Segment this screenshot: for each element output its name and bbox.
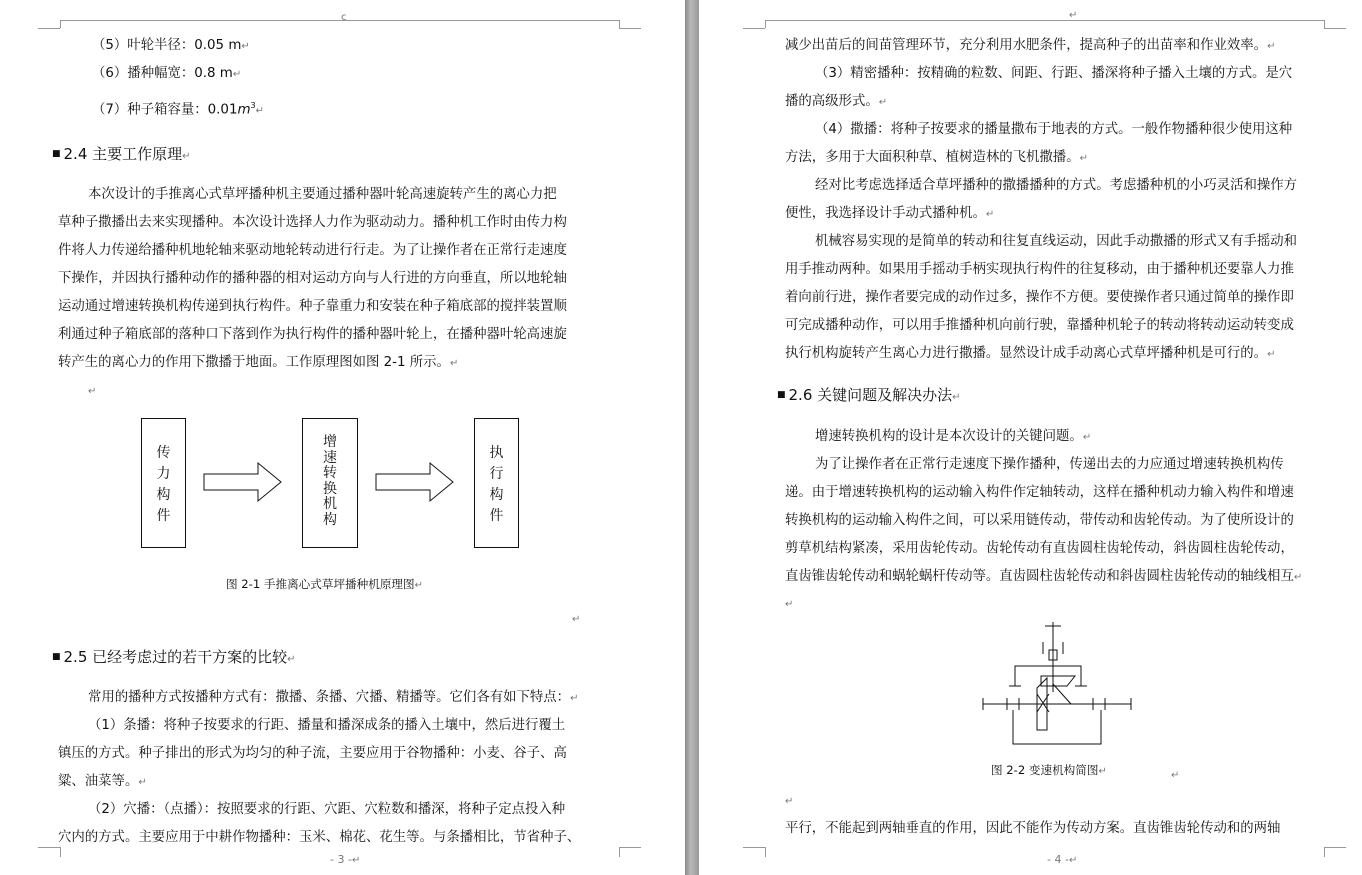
figure-caption: 图 2-1 手推离心式草坪播种机原理图↵	[226, 577, 424, 591]
crop-mark	[619, 28, 641, 29]
paragraph-line: 直齿锥齿轮传动和蜗轮蜗杆传动等。直齿圆柱齿轮传动和斜齿圆柱齿轮传动的轴线相互↵	[785, 569, 1303, 584]
paragraph-line: 草种子撒播出去来实现播种。本次设计选择人力作为驱动动力。播种机工作时由传力构	[58, 215, 567, 230]
empty-paragraph-mark: ↵	[88, 386, 97, 397]
crop-mark	[1324, 847, 1325, 857]
crop-mark	[619, 20, 620, 28]
crop-mark	[1324, 20, 1325, 28]
figure-caption: 图 2-2 变速机构简图↵	[991, 763, 1107, 777]
paragraph-line: （1）条播：将种子按要求的行距、播量和播深成条的播入土壤中，然后进行覆土	[88, 718, 566, 733]
paragraph-line: 用手推动两种。如果用手摇动手柄实现执行构件的往复移动，由于播种机还要靠人力推	[785, 262, 1294, 277]
header-rule	[765, 20, 1325, 21]
paragraph-line: 增速转换机构的设计是本次设计的关键问题。↵	[815, 429, 1092, 444]
box-label: 传 力 构 件	[156, 445, 171, 524]
header-mark: c	[341, 12, 347, 23]
paragraph-line: 经对比考虑选择适合草坪播种的撒播播种的方式。考虑播种机的小巧灵活和操作方	[815, 178, 1298, 193]
box-label: 执 行 构 件	[489, 445, 504, 524]
paragraph-line: 减少出苗后的间苗管理环节，充分利用水肥条件，提高种子的出苗率和作业效率。↵	[785, 38, 1276, 53]
paragraph-line: 为了让操作者在正常行走速度下操作播种，传递出去的力应通过增速转换机构传	[815, 457, 1284, 472]
paragraph-line: 便性，我选择设计手动式播种机。↵	[785, 206, 995, 221]
paragraph-line: 递。由于增速转换机构的运动输入构件作定轴转动，这样在播种机动力输入构件和增速	[785, 485, 1294, 500]
diagram-box-force-transmission	[141, 418, 186, 548]
diagram-box-speed-converter	[302, 418, 358, 548]
param-line: （5）叶轮半径：0.05 m↵	[92, 38, 250, 53]
crop-mark	[765, 847, 766, 857]
section-heading-2-6: ■ 2.6 关键问题及解决办法↵	[777, 386, 961, 404]
diagram-box-actuator	[474, 418, 519, 548]
crop-mark	[765, 20, 766, 28]
paragraph-line: 镇压的方式。种子排出的形式为均匀的种子流，主要应用于谷物播种：小麦、谷子、高	[58, 746, 567, 761]
empty-paragraph-mark: ↵	[785, 599, 794, 610]
header-mark: ↵	[1069, 10, 1078, 21]
empty-paragraph-mark: ↵	[785, 796, 794, 807]
crop-mark	[743, 28, 765, 29]
param-line: （7）种子箱容量：$0.01m^3↵$	[92, 101, 264, 118]
paragraph-line: 平行，不能起到两轴垂直的作用，因此不能作为传动方案。直齿锥齿轮传动和的两轴	[785, 821, 1281, 836]
paragraph-line: 机械容易实现的是简单的转动和往复直线运动，因此手动撒播的形式又有手摇动和	[815, 234, 1298, 249]
paragraph-line: （2）穴播：（点播）：按照要求的行距、穴距、穴粒数和播深，将种子定点投入种	[88, 802, 566, 817]
crop-mark	[619, 847, 641, 848]
paragraph-line: 运动通过增速转换机构传递到执行构件。种子靠重力和安装在种子箱底部的搅拌装置顺	[58, 299, 567, 314]
paragraph-line: 着向前行进，操作者要完成的动作过多，操作不方便。要使操作者只通过简单的操作即	[785, 290, 1294, 305]
empty-paragraph-mark: ↵	[1171, 770, 1180, 781]
empty-paragraph-mark: ↵	[572, 614, 581, 625]
paragraph-line: 件将人力传递给播种机地轮轴来驱动地轮转动进行行走。为了让操作者在正常行走速度	[58, 243, 567, 258]
crop-mark	[1324, 28, 1346, 29]
crop-mark	[38, 847, 60, 848]
page-number: - 4 -↵	[1047, 853, 1078, 866]
paragraph-line: 播的高级形式。↵	[785, 94, 888, 109]
header-rule	[60, 20, 620, 21]
page-number: - 3 -↵	[330, 853, 361, 866]
crop-mark	[60, 20, 61, 28]
paragraph-line: 可完成播种动作，可以用手推播种机向前行驶，靠播种机轮子的转动将转动运动转变成	[785, 318, 1294, 333]
page-gutter	[685, 0, 699, 875]
diagram-arrow-right-icon	[375, 461, 455, 503]
crop-mark	[743, 847, 765, 848]
diagram-arrow-right-icon	[203, 461, 283, 503]
paragraph-line: （4）撒播：将种子按要求的播量撒布于地表的方式。一般作物播种很少使用这种	[815, 122, 1293, 137]
gear-mechanism-diagram	[981, 620, 1133, 748]
paragraph-line: 常用的播种方式按播种方式有：撒播、条播、穴播、精播等。它们各有如下特点：↵	[88, 690, 579, 705]
paragraph-line: 利通过种子箱底部的落种口下落到作为执行构件的播种器叶轮上，在播种器叶轮高速旋	[58, 327, 567, 342]
paragraph-line: 本次设计的手推离心式草坪播种机主要通过播种器叶轮高速旋转产生的离心力把	[88, 187, 557, 202]
paragraph-line: 下操作，并因执行播种动作的播种器的相对运动方向与人行进的方向垂直，所以地轮轴	[58, 271, 567, 286]
section-heading-2-5: ■ 2.5 已经考虑过的若干方案的比较↵	[52, 648, 296, 666]
document-page-4	[699, 0, 1362, 875]
crop-mark	[619, 847, 620, 857]
param-line: （6）播种幅宽：0.8 m↵	[92, 66, 242, 81]
paragraph-line: 转换机构的运动输入构件之间，可以采用链传动，带传动和齿轮传动。为了使所设计的	[785, 513, 1294, 528]
paragraph-line: 粱、油菜等。↵	[58, 774, 147, 789]
paragraph-line: 转产生的离心力的作用下撒播于地面。工作原理图如图 2-1 所示。↵	[58, 355, 459, 370]
crop-mark	[38, 28, 60, 29]
paragraph-line: 执行机构旋转产生离心力进行撒播。显然设计成手动离心式草坪播种机是可行的。↵	[785, 346, 1276, 361]
paragraph-line: 方法，多用于大面积种草、植树造林的飞机撒播。↵	[785, 150, 1088, 165]
box-label: 增 速 转 换 机 构	[323, 434, 337, 528]
paragraph-line: （3）精密播种：按精确的粒数、间距、行距、播深将种子播入土壤的方式。是穴	[815, 66, 1293, 81]
section-heading-2-4: ■ 2.4 主要工作原理↵	[52, 145, 191, 163]
crop-mark	[60, 847, 61, 857]
crop-mark	[1324, 847, 1346, 848]
paragraph-line: 穴内的方式。主要应用于中耕作物播种：玉米、棉花、花生等。与条播相比，节省种子、	[58, 830, 581, 845]
paragraph-line: 剪草机结构紧凑，采用齿轮传动。齿轮传动有直齿圆柱齿轮传动，斜齿圆柱齿轮传动，	[785, 541, 1294, 556]
